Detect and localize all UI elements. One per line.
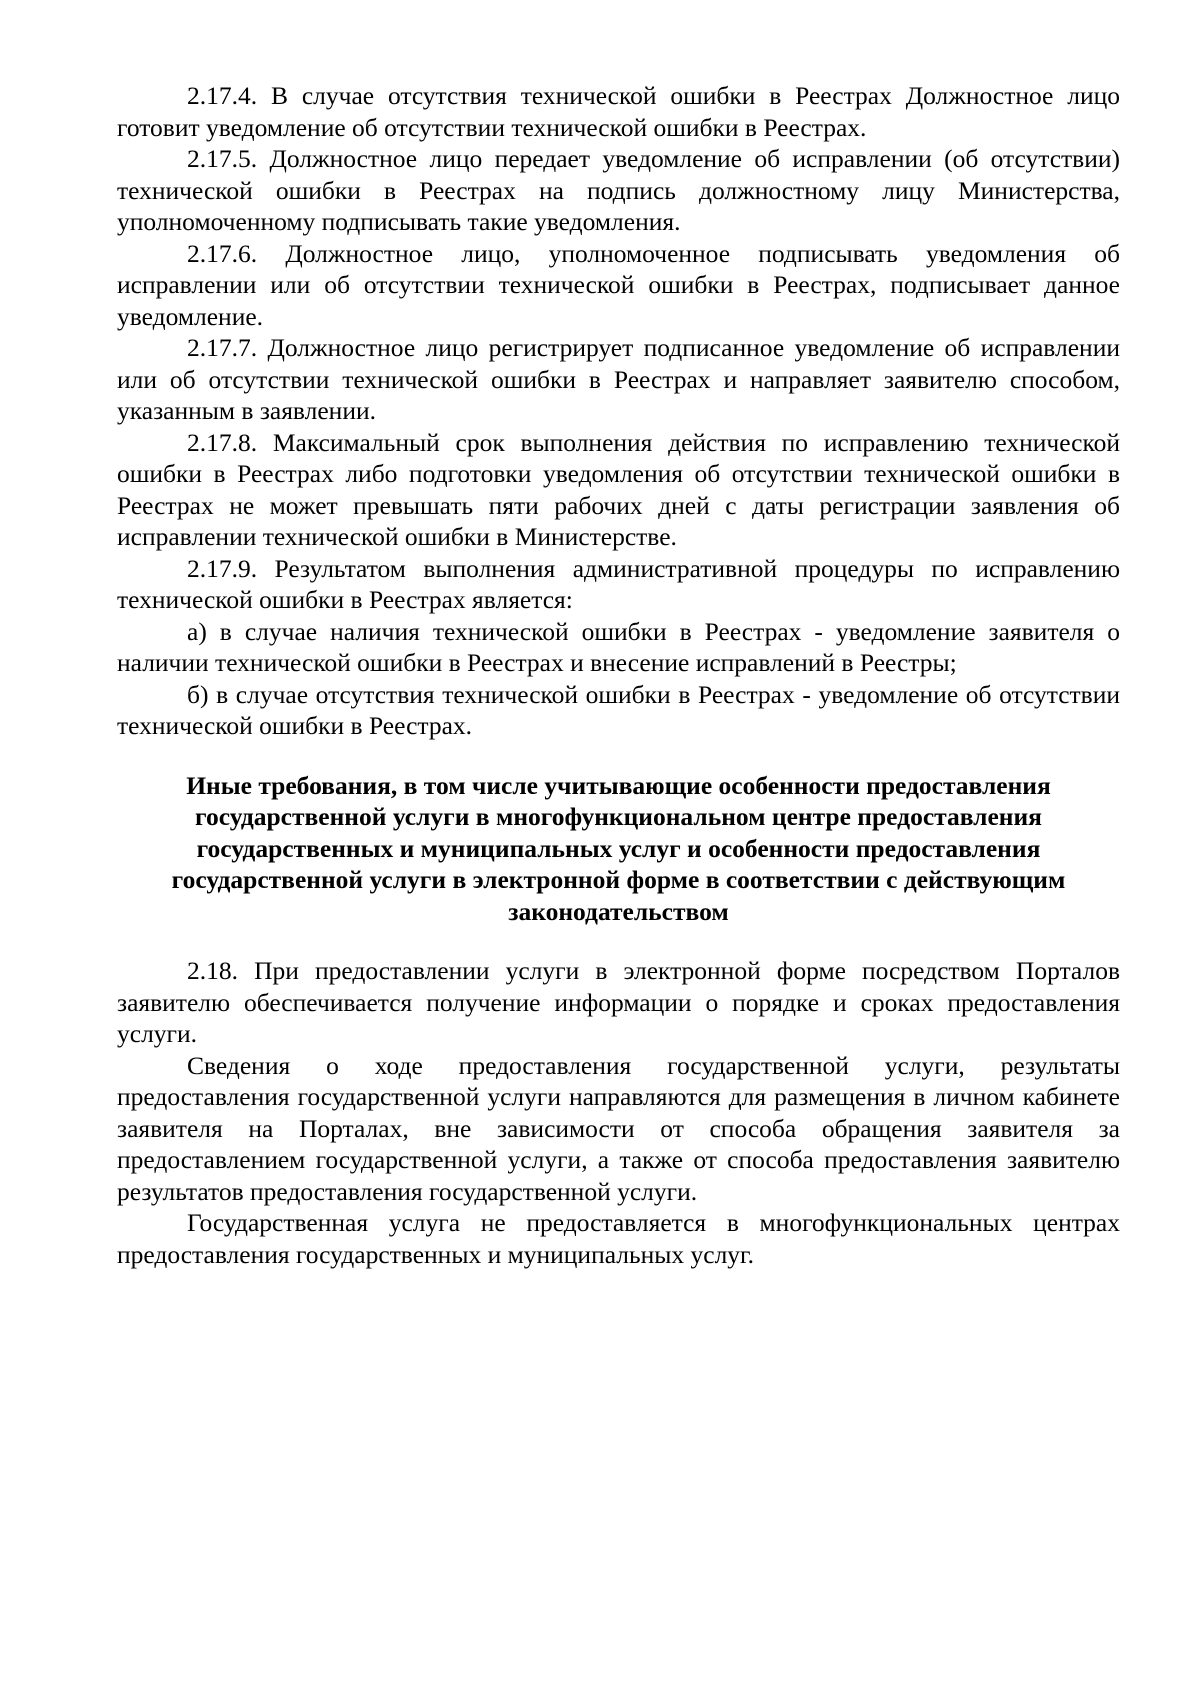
document-page	[117, 80, 1120, 1270]
paragraph-status-info: Сведения о ходе предоставления государственной услуги, результаты предоставления государственной услуги направляются для размещения в личном кабинете заявителя на Порталах, вне зависимости от способа обращения заявителя за предоставлением государственной услуги, а также от способа предоставления заявителю результатов предоставления государственной услуги.	[117, 1050, 1120, 1206]
section-gap	[117, 927, 1120, 955]
paragraph-2-17-6: 2.17.6. Должностное лицо, уполномоченное подписывать уведомления об исправлении или об отсутствии технической ошибки в Реестрах, подписывает данное уведомление.	[117, 238, 1120, 331]
paragraph-item-b: б) в случае отсутствия технической ошибки в Реестрах - уведомление об отсутствии технической ошибки в Реестрах.	[117, 679, 1120, 740]
paragraph-2-17-9: 2.17.9. Результатом выполнения административной процедуры по исправлению технической ошибки в Реестрах является:	[117, 553, 1120, 614]
paragraph-2-17-7: 2.17.7. Должностное лицо регистрирует подписанное уведомление об исправлении или об отсутствии технической ошибки в Реестрах и направляет заявителю способом, указанным в заявлении.	[117, 333, 1120, 425]
section-heading: Иные требования, в том числе учитывающие особенности предоставления государственной услуги в многофункциональном центре предоставления государственных и муниципальных услуг и особенности предоставления государственной услуги в электронной форме в соответствии с действующим законодательством	[171, 770, 1066, 926]
paragraph-2-17-4: 2.17.4. В случае отсутствия технической ошибки в Реестрах Должностное лицо готовит уведомление об отсутствии технической ошибки в Реестрах.	[117, 81, 1120, 142]
paragraph-2-17-8: 2.17.8. Максимальный срок выполнения действия по исправлению технической ошибки в Реестрах либо подготовки уведомления об отсутствии технической ошибки в Реестрах не может превышать пяти рабочих дней с даты регистрации заявления об исправлении технической ошибки в Министерстве.	[117, 427, 1120, 551]
paragraph-2-18: 2.18. При предоставлении услуги в электронной форме посредством Порталов заявителю обеспечивается получение информации о порядке и сроках предоставления услуги.	[117, 956, 1120, 1048]
paragraph-2-17-5: 2.17.5. Должностное лицо передает уведомление об исправлении (об отсутствии) технической ошибки в Реестрах на подпись должностному лицу Министерства, уполномоченному подписывать такие уведомления.	[117, 144, 1120, 236]
paragraph-mfc-note: Государственная услуга не предоставляется в многофункциональных центрах предоставления государственных и муниципальных услуг.	[117, 1208, 1120, 1269]
paragraph-item-a: а) в случае наличия технической ошибки в Реестрах - уведомление заявителя о наличии технической ошибки в Реестрах и внесение исправлений в Реестры;	[117, 616, 1120, 677]
